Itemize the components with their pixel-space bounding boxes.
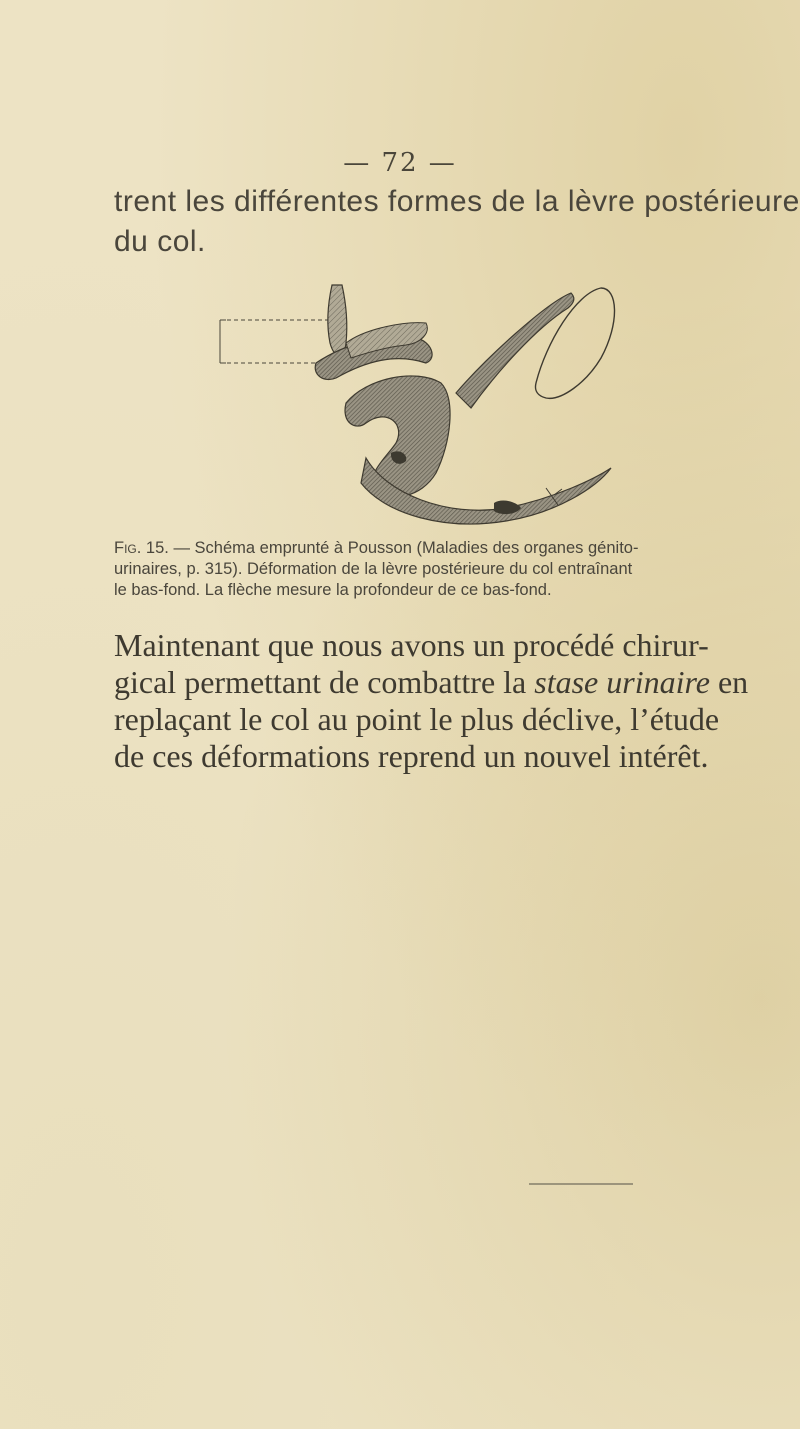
caption-line-1-text: — Schéma emprunté à Pousson (Maladies des organes génito- <box>168 539 639 557</box>
right-tube <box>456 293 574 408</box>
intro-line-1: trent les différentes formes de la lèvre postérieure <box>114 185 800 218</box>
cervix <box>345 376 450 496</box>
caption-line-1 <box>114 538 734 559</box>
body-line-2-before: gical permettant de combattre la <box>114 664 535 700</box>
divider-rule <box>529 1183 633 1185</box>
body-line-4: de ces déformations reprend un nouvel intérêt. <box>114 738 709 774</box>
right-oval <box>535 288 614 398</box>
body-line-2 <box>114 664 749 701</box>
body-line-3: replaçant le col au point le plus déclive, l’étude <box>114 701 720 737</box>
page-number: — 72 — <box>343 148 457 178</box>
body-line-1: Maintenant que nous avons un procédé chirur- <box>114 627 709 663</box>
intro-paragraph <box>114 182 800 262</box>
reference-lines <box>220 320 334 363</box>
left-wall <box>328 285 347 356</box>
caption-label: Fig. 15. <box>114 539 169 557</box>
body-line-2-after: en <box>709 664 749 700</box>
anatomical-diagram <box>216 283 620 533</box>
caption-line-2: urinaires, p. 315). Déformation de la lèvre postérieure du col entraînant <box>114 560 633 578</box>
intro-line-2: du col. <box>114 225 206 258</box>
stase-urinaire-italic: stase urinaire <box>534 664 710 700</box>
body-paragraph <box>114 627 749 775</box>
figure-caption <box>114 538 734 601</box>
caption-line-3: le bas-fond. La flèche mesure la profondeur de ce bas-fond. <box>114 581 552 599</box>
